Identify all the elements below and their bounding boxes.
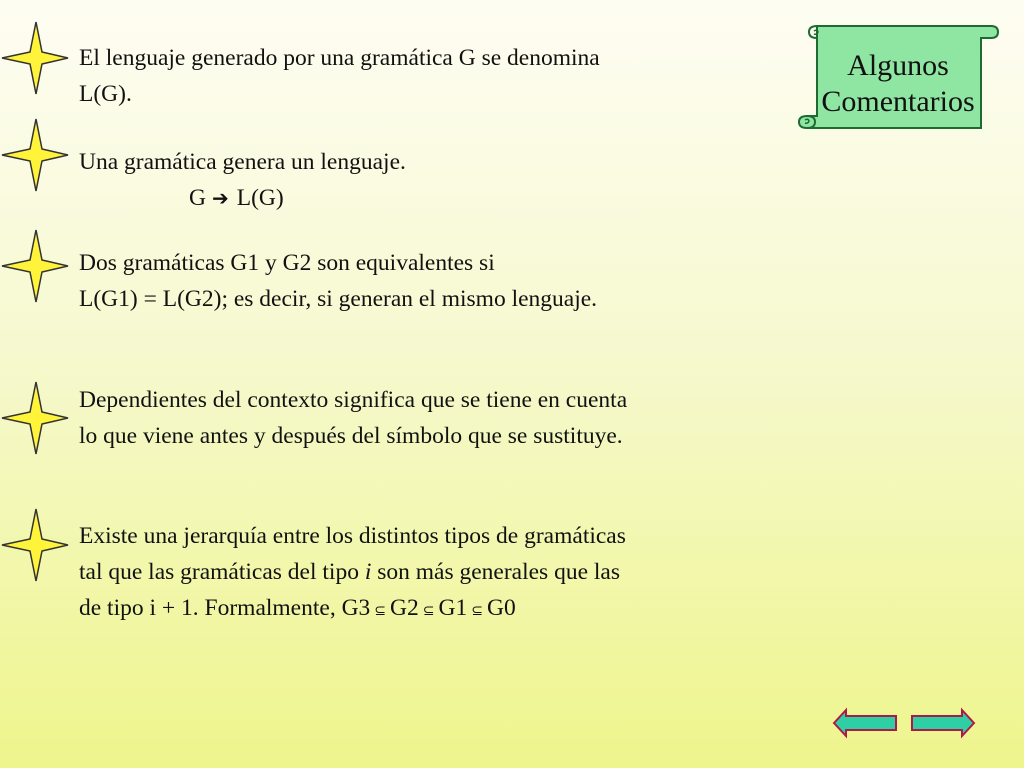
bullet-text-2 <box>79 144 406 216</box>
bullet-line: Existe una jerarquía entre los distintos tipos de gramáticas <box>79 523 626 549</box>
text-segment: son más generales que las <box>371 559 620 585</box>
star-bullet-icon <box>0 18 70 98</box>
subset-icon: ⊆ <box>422 603 435 619</box>
italic-index: i <box>364 559 372 585</box>
bullet-line: Dos gramáticas G1 y G2 son equivalentes si <box>79 250 495 276</box>
title-line: Algunos <box>847 49 949 82</box>
star-bullet-icon <box>0 115 70 195</box>
next-button[interactable] <box>910 706 976 740</box>
bullet-line: L(G). <box>79 81 132 107</box>
grammar-arrow-line <box>79 180 406 216</box>
star-bullet-icon <box>0 505 70 585</box>
bullet-line: Dependientes del contexto significa que se tiene en cuenta <box>79 387 628 413</box>
right-arrow-icon: ➔ <box>211 186 229 210</box>
title-line: Comentarios <box>821 85 975 118</box>
subset-icon: ⊆ <box>374 603 387 619</box>
bullet-line: lo que viene antes y después del símbolo que se sustituye. <box>79 423 623 449</box>
page-title <box>808 48 988 120</box>
bullet-line: El lenguaje generado por una gramática G se denomina <box>79 45 600 71</box>
right-arrow-icon <box>912 710 974 736</box>
bullet-line: L(G1) = L(G2); es decir, si generan el mismo lenguaje. <box>79 286 598 312</box>
bullet-text-1 <box>79 40 600 112</box>
language-symbol: L(G) <box>236 185 284 211</box>
star-bullet-icon <box>0 378 70 458</box>
left-arrow-icon <box>834 710 896 736</box>
grammar-g2: G2 <box>390 595 419 621</box>
text-segment: de tipo i + 1. Formalmente, G3 <box>79 595 371 621</box>
star-bullet-icon <box>0 226 70 306</box>
bullet-line <box>79 554 626 590</box>
text-segment: tal que las gramáticas del tipo <box>79 559 365 585</box>
hierarchy-line <box>79 590 626 629</box>
grammar-g1: G1 <box>438 595 468 621</box>
subset-icon: ⊆ <box>471 603 483 619</box>
bullet-line: Una gramática genera un lenguaje. <box>79 149 406 175</box>
bullet-text-4 <box>79 382 627 454</box>
previous-button[interactable] <box>832 706 898 740</box>
bullet-text-3 <box>79 245 597 317</box>
grammar-symbol: G <box>189 185 206 211</box>
bullet-text-5 <box>79 518 626 629</box>
grammar-g0: G0 <box>486 595 516 621</box>
